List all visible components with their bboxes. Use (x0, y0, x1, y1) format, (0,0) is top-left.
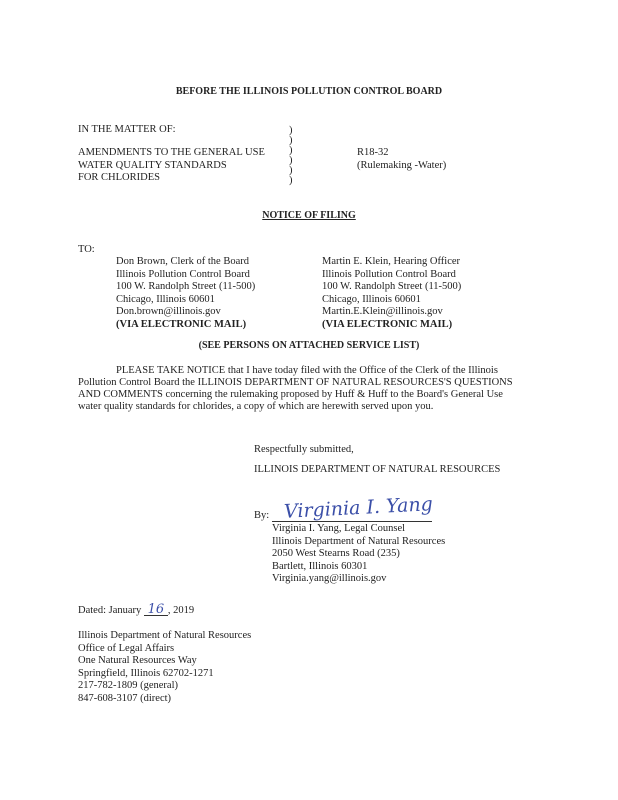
dated-line (78, 604, 194, 616)
body-line: water quality standards for chlorides, a copy of which are herewith served upon you. (78, 401, 434, 412)
paren: ) (289, 175, 293, 186)
recipient-line: Don Brown, Clerk of the Board (116, 256, 249, 267)
signer-line: Virginia I. Yang, Legal Counsel (272, 523, 406, 534)
caption-line: WATER QUALITY STANDARDS (78, 159, 227, 171)
caption-lines (78, 147, 265, 185)
footer-line: Office of Legal Affairs (78, 642, 175, 654)
notice-title: NOTICE OF FILING (262, 210, 356, 221)
recipient-line: Illinois Pollution Control Board (322, 268, 456, 280)
footer-phone: 217-782-1809 (general) (78, 680, 179, 692)
paren: ) (289, 155, 293, 166)
dated-prefix: Dated: January (78, 605, 142, 616)
signer-line: Illinois Department of Natural Resources (272, 535, 446, 547)
recipient-line: Martin E. Klein, Hearing Officer (322, 256, 461, 267)
paren: ) (289, 135, 293, 146)
body-line: Pollution Control Board the ILLINOIS DEPARTMENT OF NATURAL RESOURCES'S QUESTIONS (78, 377, 513, 388)
dated-year: , 2019 (167, 605, 195, 616)
service-list-note: (SEE PERSONS ON ATTACHED SERVICE LIST) (198, 340, 420, 351)
paren: ) (289, 165, 293, 176)
docket-number: R18-32 (357, 147, 389, 158)
signer-line: Bartlett, Illinois 60301 (272, 560, 368, 572)
docket-type: (Rulemaking -Water) (357, 160, 447, 171)
caption-line: AMENDMENTS TO THE GENERAL USE (78, 147, 265, 158)
dated-day: 16 (144, 604, 168, 616)
respectfully-submitted: Respectfully submitted, (254, 444, 354, 455)
recipient-line: Chicago, Illinois 60601 (116, 293, 215, 305)
body-line: PLEASE TAKE NOTICE that I have today filed with the Office of the Clerk of the Illinois (116, 365, 498, 376)
footer-address (78, 630, 251, 706)
recipient-left (116, 256, 255, 332)
recipient-line: Illinois Pollution Control Board (116, 268, 250, 280)
recipient-line: 100 W. Randolph Street (11-500) (116, 281, 256, 293)
signer-block (272, 523, 445, 586)
signer-email: Virginia.yang@illinois.gov (272, 573, 387, 585)
document-title: BEFORE THE ILLINOIS POLLUTION CONTROL BOARD (175, 86, 443, 97)
recipient-line: Chicago, Illinois 60601 (322, 293, 421, 305)
via-electronic-mail: (VIA ELECTRONIC MAIL) (322, 318, 453, 330)
footer-phone: 847-608-3107 (direct) (78, 692, 172, 704)
handwritten-signature: Virginia I. Yang (283, 493, 434, 523)
recipient-email: Martin.E.Klein@illinois.gov (322, 306, 443, 318)
recipient-email: Don.brown@illinois.gov (116, 306, 221, 318)
recipient-line: 100 W. Randolph Street (11-500) (322, 281, 462, 293)
caption-line: FOR CHLORIDES (78, 172, 160, 184)
via-electronic-mail: (VIA ELECTRONIC MAIL) (116, 318, 247, 330)
paren: ) (289, 125, 293, 136)
caption-parens (289, 126, 293, 186)
paren: ) (289, 145, 293, 156)
footer-line: Illinois Department of Natural Resources (78, 630, 252, 641)
body-line: AND COMMENTS concerning the rulemaking proposed by Huff & Huff to the Board's General Use (78, 389, 503, 400)
by-label: By: (254, 510, 270, 521)
signing-organization: ILLINOIS DEPARTMENT OF NATURAL RESOURCES (254, 464, 501, 475)
matter-label: IN THE MATTER OF: (78, 124, 176, 135)
footer-line: Springfield, Illinois 62702-1271 (78, 667, 214, 679)
to-label: TO: (78, 244, 95, 255)
signer-line: 2050 West Stearns Road (235) (272, 548, 400, 560)
recipient-right (322, 256, 461, 332)
footer-line: One Natural Resources Way (78, 655, 197, 667)
